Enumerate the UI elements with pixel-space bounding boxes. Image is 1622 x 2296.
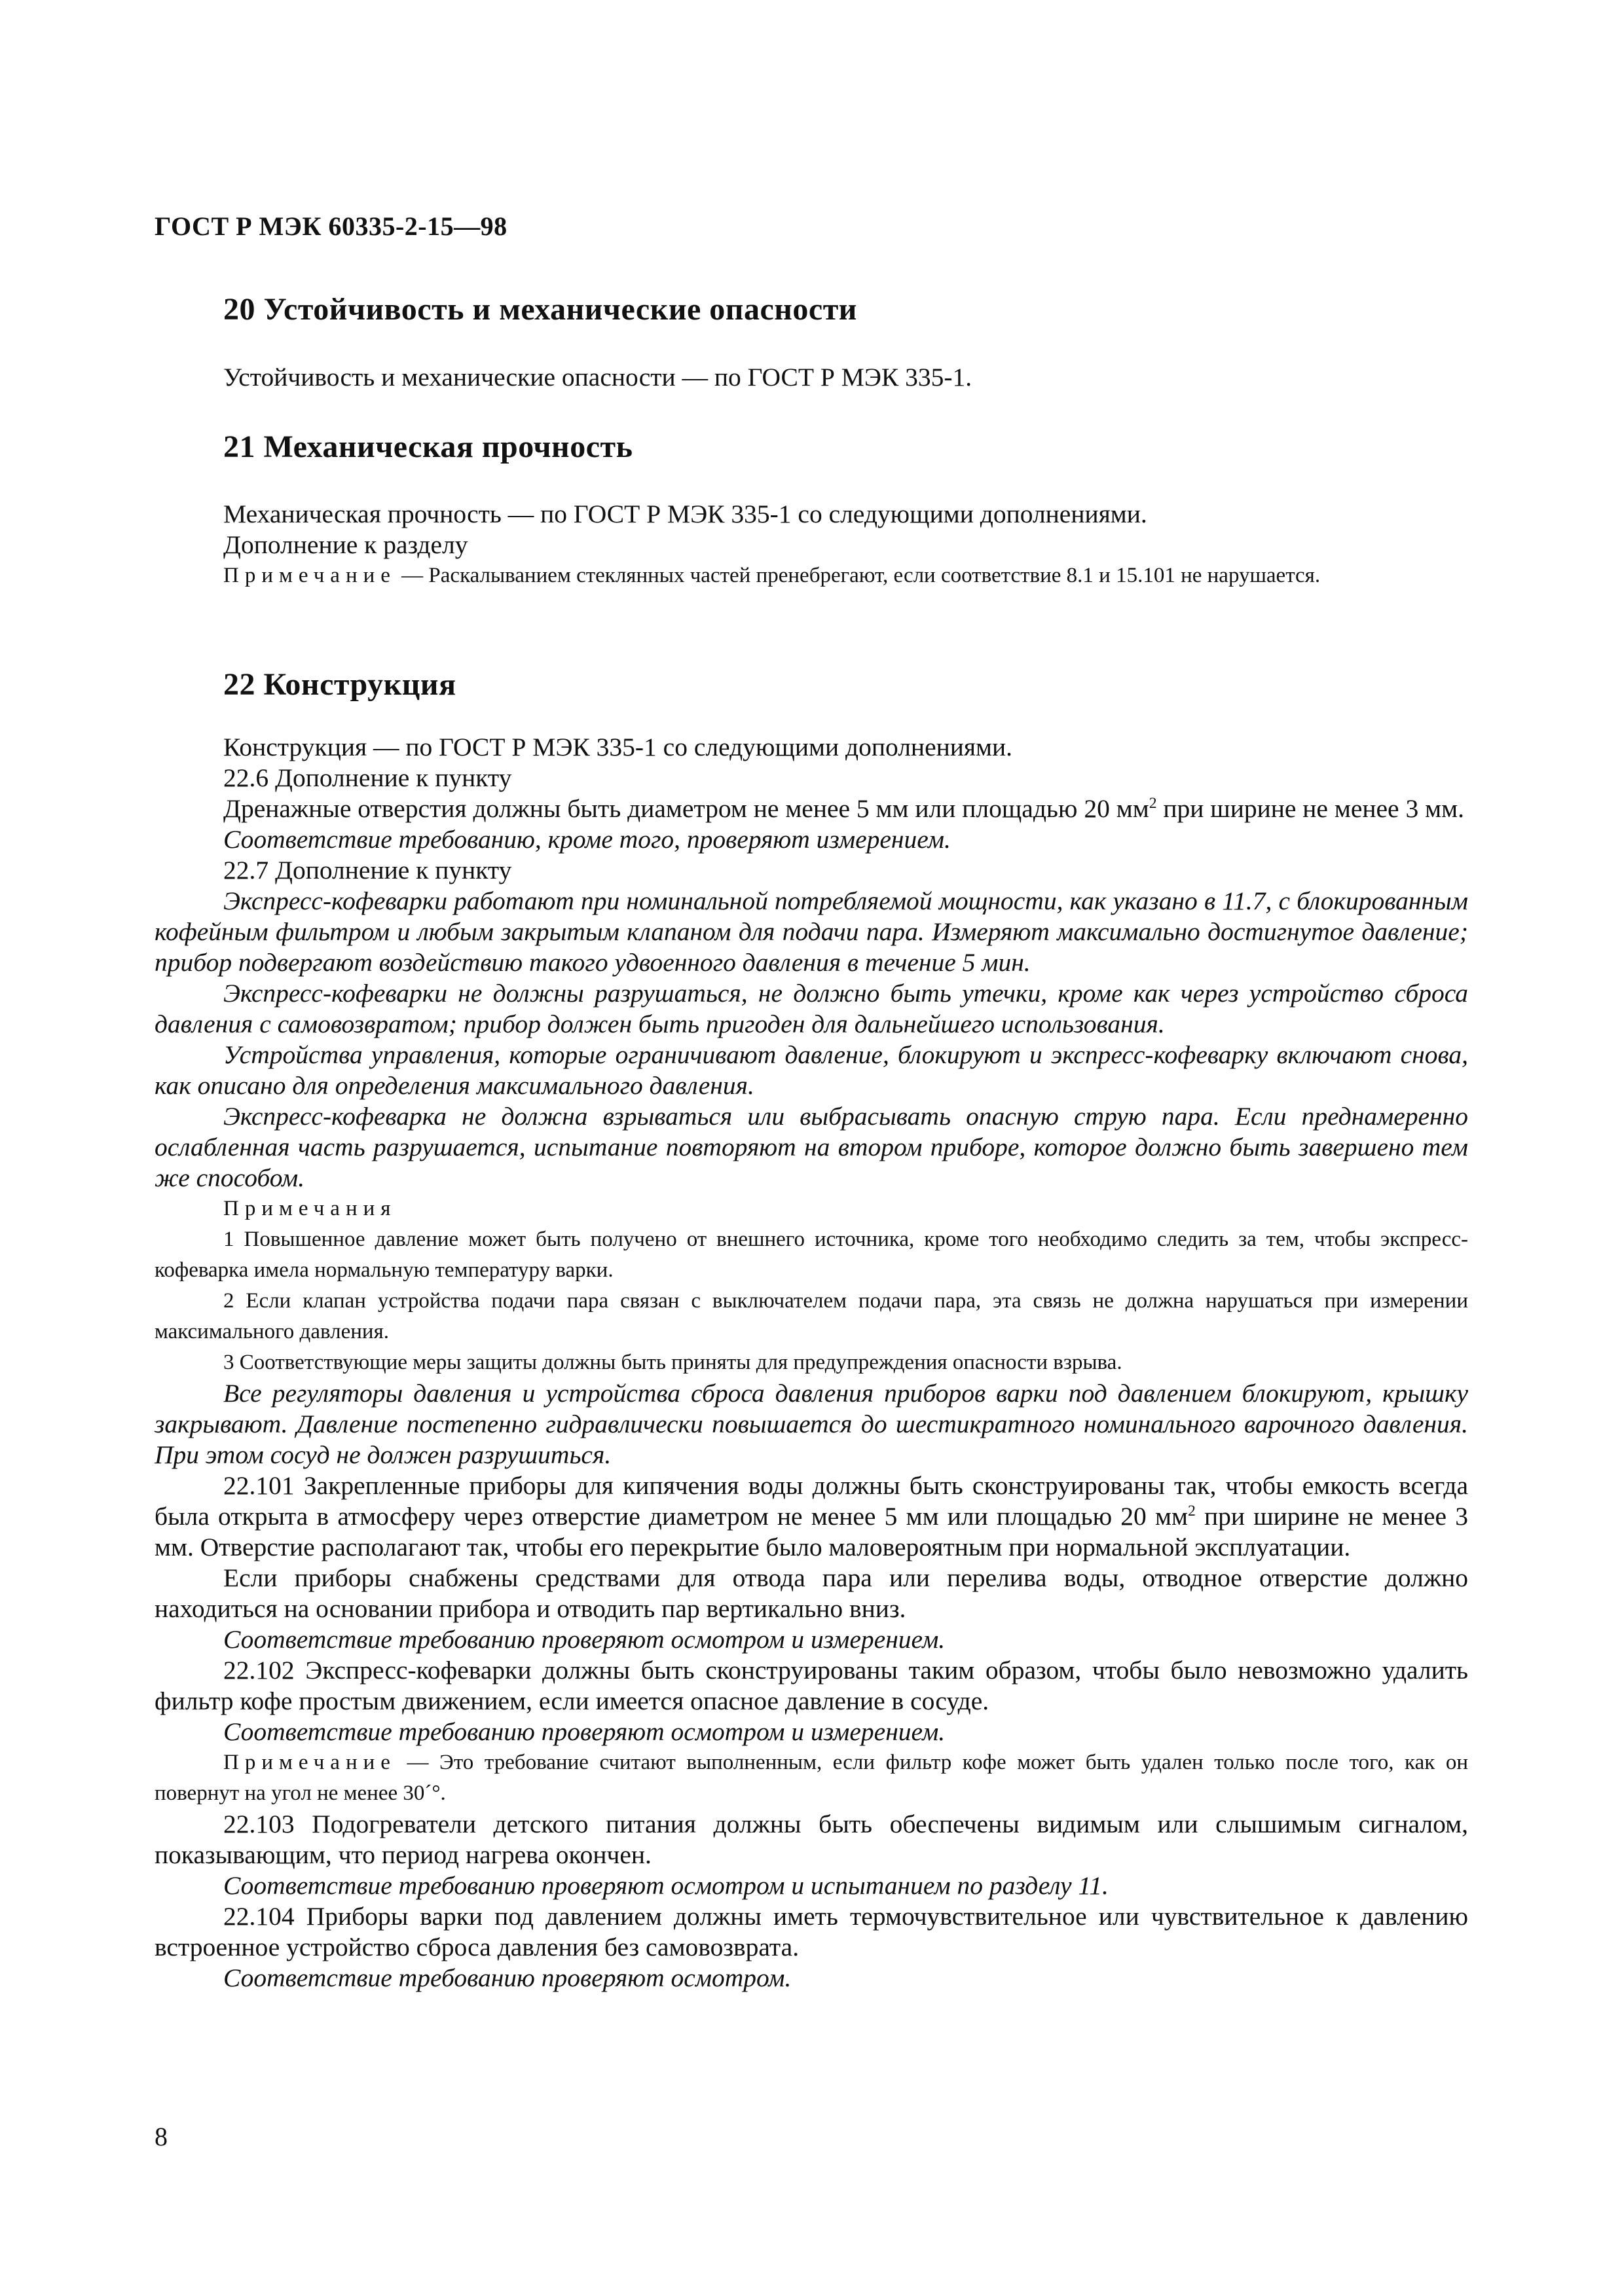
note-text: — Это требование считают выполненным, если фильтр кофе может быть удален только после того, как он повернут на угол не менее 30´°. [155,1751,1468,1805]
section-22-body [155,732,1468,1994]
text-run: при ширине не менее 3 мм. [1156,794,1464,823]
note-label: Примечание [223,1751,396,1774]
paragraph: Дополнение к разделу [223,530,468,559]
text-run: 22.101 Закрепленные приборы для кипячения воды должны быть сконструированы так, чтобы емкость всегда была открыта в атмосферу через отверстие диаметром не менее 5 мм или площадью 20 мм [155,1471,1468,1531]
superscript: 2 [1187,1502,1196,1520]
compliance-text: Соответствие требованию, кроме того, проверяют измерением. [223,825,951,854]
paragraph [155,793,1468,824]
note-text: — Раскалыванием стеклянных частей пренебрегают, если соответствие 8.1 и 15.101 не нарушается. [396,564,1321,587]
paragraph: Устойчивость и механические опасности — по ГОСТ Р МЭК 335-1. [223,363,972,392]
note: 1 Повышенное давление может быть получено от внешнего источника, кроме того необходимо следить за тем, чтобы экспресс-кофеварка имела нормальную температуру варки. [155,1228,1468,1282]
clause-heading: 22.6 Дополнение к пункту [223,763,512,792]
clause-heading: 22.7 Дополнение к пункту [223,856,512,884]
paragraph: Механическая прочность — по ГОСТ Р МЭК 335-1 со следующими дополнениями. [223,500,1147,528]
paragraph: Устройства управления, которые ограничивают давление, блокируют и экспресс-кофеварку включают снова, как описано для определения максимального давления. [155,1040,1468,1100]
paragraph: Экспресс-кофеварка не должна взрываться или выбрасывать опасную струю пара. Если преднамеренно ослабленная часть разрушается, испытание повторяют на втором приборе, которое должно быть завершено тем же способом. [155,1102,1468,1192]
section-20-body [155,362,1468,393]
compliance-text: Соответствие требованию проверяют осмотром и измерением. [223,1625,946,1654]
note [155,1747,1468,1809]
paragraph: Все регуляторы давления и устройства сброса давления приборов варки под давлением блокируют, крышку закрывают. Давление постепенно гидравлически повышается до шестикратного номинального варочного давления. При этом сосуд не должен разрушиться. [155,1379,1468,1469]
paragraph: Экспресс-кофеварки не должны разрушаться, не должно быть утечки, кроме как через устройство сброса давления с самовозвратом; прибор должен быть пригоден для дальнейшего использования. [155,979,1468,1038]
text-run: при ширине не менее 3 мм. Отверстие располагают так, чтобы его перекрытие было маловероятным при нормальной эксплуатации. [155,1502,1468,1561]
note: 3 Соответствующие меры защиты должны быть приняты для предупреждения опасности взрыва. [223,1351,1122,1374]
compliance-text: Соответствие требованию проверяют осмотром и измерением. [223,1717,946,1746]
note [155,560,1468,591]
section-20-title: 20 Устойчивость и механические опасности [223,292,857,327]
paragraph: 22.102 Экспресс-кофеварки должны быть сконструированы таким образом, чтобы было невозможно удалить фильтр кофе простым движением, если имеется опасное давление в сосуде. [155,1656,1468,1715]
superscript: 2 [1149,794,1157,812]
paragraph: 22.103 Подогреватели детского питания должны быть обеспечены видимым или слышимым сигналом, показывающим, что период нагрева окончен. [155,1810,1468,1869]
note-label: Примечание [223,564,396,587]
text-run: Дренажные отверстия должны быть диаметром не менее 5 мм или площадью 20 мм [223,794,1149,823]
section-21-title: 21 Механическая прочность [223,429,633,464]
paragraph: Если приборы снабжены средствами для отвода пара или перелива воды, отводное отверстие должно находиться на основании прибора и отводить пар вертикально вниз. [155,1563,1468,1623]
document-code: ГОСТ Р МЭК 60335-2-15—98 [155,211,507,241]
compliance-text: Соответствие требованию проверяют осмотром. [223,1963,792,1992]
notes-label [155,1194,1468,1224]
notes-label-text: Примечания [223,1197,397,1220]
paragraph: Конструкция — по ГОСТ Р МЭК 335-1 со следующими дополнениями. [223,733,1013,761]
section-22-title: 22 Конструкция [223,667,456,702]
paragraph: Экспресс-кофеварки работают при номинальной потребляемой мощности, как указано в 11.7, с блокированным кофейным фильтром и любым закрытым клапаном для подачи пара. Измеряют максимально достигнутое давление; прибор подвергают воздействию такого удвоенного давления в течение 5 мин. [155,886,1468,977]
paragraph [155,1470,1468,1563]
section-21-body [155,499,1468,591]
paragraph: 22.104 Приборы варки под давлением должны иметь термочувствительное или чувствительное к давлению встроенное устройство сброса давления без самовозврата. [155,1902,1468,1961]
compliance-text: Соответствие требованию проверяют осмотром и испытанием по разделу 11. [223,1871,1109,1900]
note: 2 Если клапан устройства подачи пара связан с выключателем подачи пара, эта связь не должна нарушаться при измерении максимального давления. [155,1289,1468,1343]
page-number: 8 [155,2122,168,2151]
